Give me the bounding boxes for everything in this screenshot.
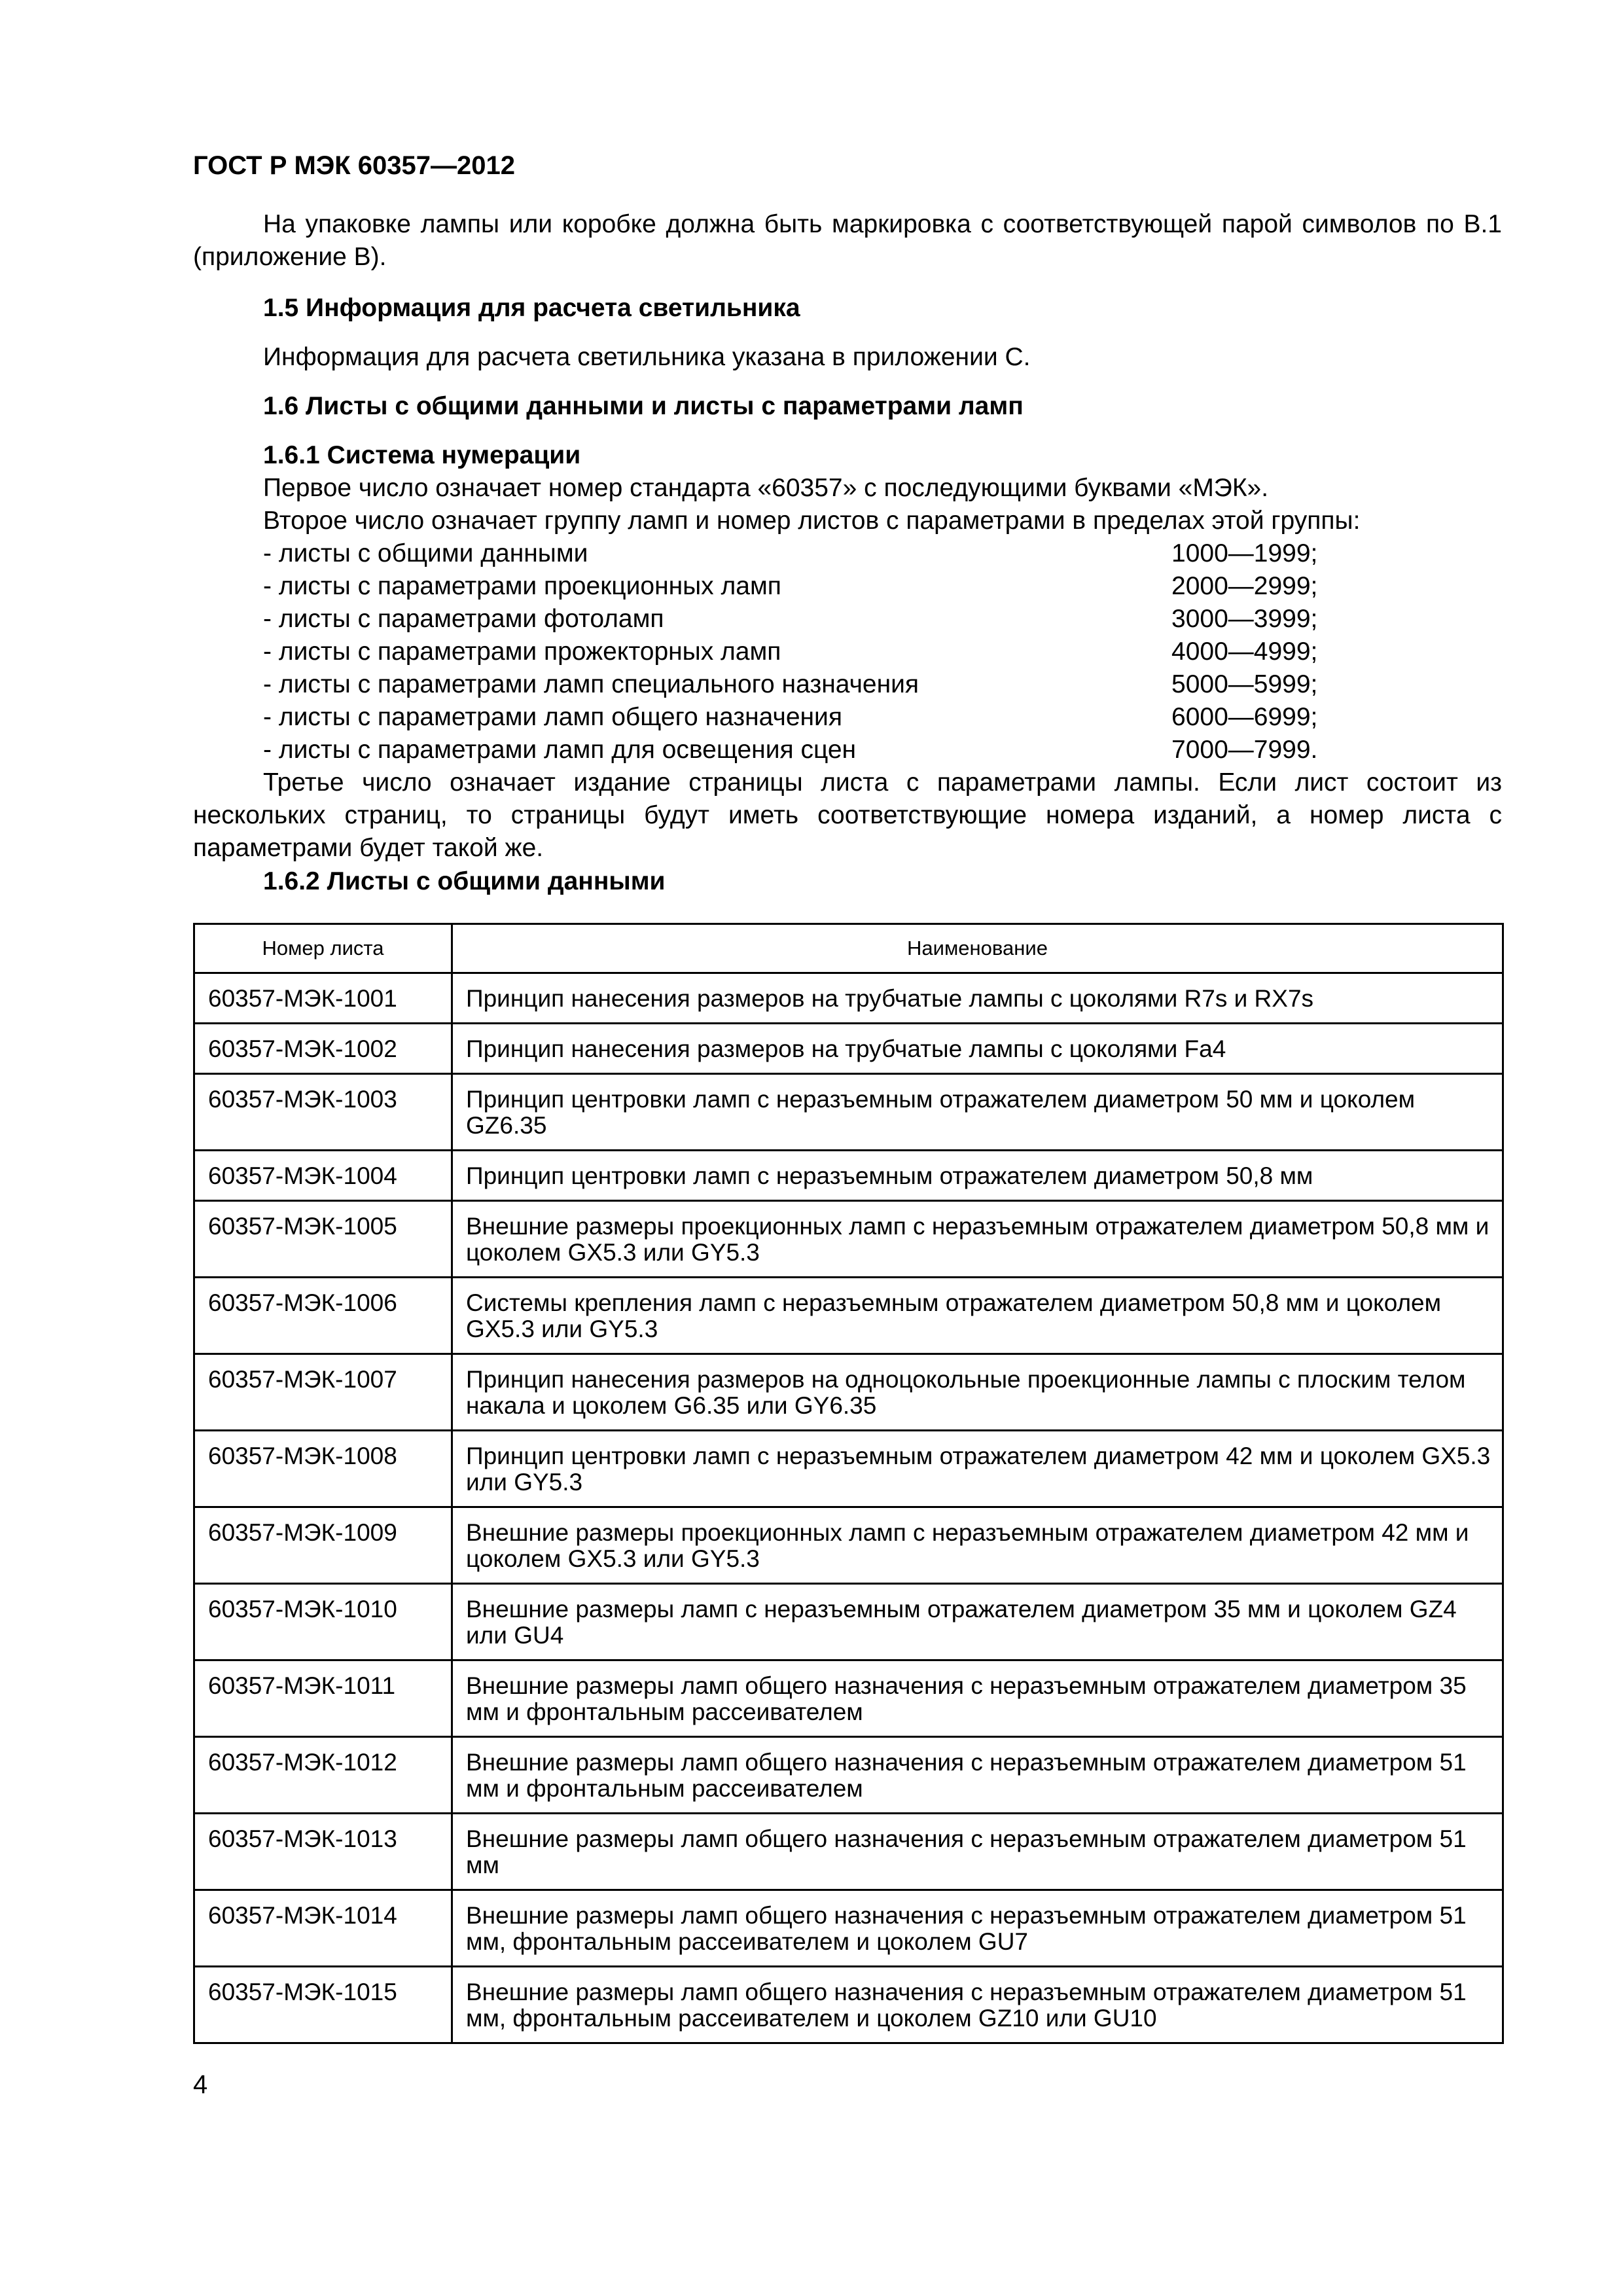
- table-row: [194, 1507, 1503, 1584]
- sheet-title-cell: Принцип нанесения размеров на трубчатые лампы с цоколями Fa4: [452, 1024, 1503, 1074]
- range-list-item: [263, 734, 1336, 766]
- table-row: [194, 1024, 1503, 1074]
- section-1-6-2-title: 1.6.2 Листы с общими данными: [263, 867, 666, 895]
- general-data-sheets-table: [193, 923, 1504, 2044]
- table-row: [194, 1201, 1503, 1278]
- sheet-title-cell: Внешние размеры ламп общего назначения с неразъемным отражателем диаметром 51 мм: [452, 1814, 1503, 1890]
- sheet-number-cell: 60357-МЭК-1006: [194, 1278, 452, 1354]
- range-label: - листы с параметрами ламп общего назначения: [263, 703, 842, 731]
- sheet-number-cell: 60357-МЭК-1007: [194, 1354, 452, 1431]
- range-value: 1000—1999;: [1171, 539, 1318, 567]
- sheet-title-cell: Внешние размеры проекционных ламп с неразъемным отражателем диаметром 42 мм и цоколем GX5.3 или GY5.3: [452, 1507, 1503, 1584]
- sheet-number-cell: 60357-МЭК-1013: [194, 1814, 452, 1890]
- sheet-title-cell: Принцип нанесения размеров на трубчатые лампы с цоколями R7s и RX7s: [452, 973, 1503, 1024]
- section-1-6-title: 1.6 Листы с общими данными и листы с параметрами ламп: [263, 392, 1024, 420]
- sheet-title-cell: Принцип нанесения размеров на одноцокольные проекционные лампы с плоским телом накала и цоколем G6.35 или GY6.35: [452, 1354, 1503, 1431]
- sheet-number-cell: 60357-МЭК-1002: [194, 1024, 452, 1074]
- sheet-title-cell: Внешние размеры ламп общего назначения с неразъемным отражателем диаметром 35 мм и фронтальным рассеивателем: [452, 1660, 1503, 1737]
- range-list-item: [263, 537, 1336, 570]
- sheet-title-cell: Принцип центровки ламп с неразъемным отражателем диаметром 50,8 мм: [452, 1151, 1503, 1201]
- column-header-title: Наименование: [452, 924, 1503, 973]
- table-row: [194, 1660, 1503, 1737]
- sheet-number-cell: 60357-МЭК-1008: [194, 1431, 452, 1507]
- sheet-number-cell: 60357-МЭК-1003: [194, 1074, 452, 1151]
- range-label: - листы с параметрами ламп специального назначения: [263, 670, 919, 698]
- table-row: [194, 1584, 1503, 1660]
- range-list-item: [263, 603, 1336, 636]
- sheet-number-cell: 60357-МЭК-1010: [194, 1584, 452, 1660]
- table-row: [194, 1278, 1503, 1354]
- section-1-5-text: Информация для расчета светильника указана в приложении C.: [263, 343, 1031, 371]
- range-list-item: [263, 668, 1336, 701]
- column-header-sheet-number: Номер листа: [194, 924, 452, 973]
- sheet-number-cell: 60357-МЭК-1015: [194, 1967, 452, 2043]
- sheet-title-cell: Внешние размеры ламп общего назначения с неразъемным отражателем диаметром 51 мм, фронтальным рассеивателем и цоколем GU7: [452, 1890, 1503, 1967]
- sheet-number-cell: 60357-МЭК-1005: [194, 1201, 452, 1278]
- range-value: 2000—2999;: [1171, 572, 1318, 600]
- table-row: [194, 1967, 1503, 2043]
- intro-paragraph: На упаковке лампы или коробке должна быть маркировка с соответствующей парой символов по B.1 (приложение B).: [193, 210, 1502, 271]
- range-value: 7000—7999.: [1171, 736, 1318, 764]
- table-row: [194, 1890, 1503, 1967]
- sheet-title-cell: Внешние размеры ламп общего назначения с неразъемным отражателем диаметром 51 мм, фронтальным рассеивателем и цоколем GZ10 или GU10: [452, 1967, 1503, 2043]
- section-1-6-1-title: 1.6.1 Система нумерации: [263, 441, 581, 469]
- table-row: [194, 1431, 1503, 1507]
- numbering-first-number: Первое число означает номер стандарта «60357» с последующими буквами «МЭК».: [263, 474, 1269, 502]
- table-header-row: [194, 924, 1503, 973]
- document-code: ГОСТ Р МЭК 60357—2012: [193, 151, 516, 180]
- sheet-title-cell: Принцип центровки ламп с неразъемным отражателем диаметром 42 мм и цоколем GX5.3 или GY5.3: [452, 1431, 1503, 1507]
- sheet-title-cell: Системы крепления ламп с неразъемным отражателем диаметром 50,8 мм и цоколем GX5.3 или GY5.3: [452, 1278, 1503, 1354]
- range-label: - листы с параметрами ламп для освещения сцен: [263, 736, 857, 764]
- table-row: [194, 1151, 1503, 1201]
- sheet-number-cell: 60357-МЭК-1011: [194, 1660, 452, 1737]
- range-label: - листы с общими данными: [263, 539, 588, 567]
- table-row: [194, 1737, 1503, 1814]
- section-1-5-title: 1.5 Информация для расчета светильника: [263, 294, 800, 322]
- table-row: [194, 973, 1503, 1024]
- sheet-title-cell: Внешние размеры ламп общего назначения с неразъемным отражателем диаметром 51 мм и фронтальным рассеивателем: [452, 1737, 1503, 1814]
- numbering-third-number: Третье число означает издание страницы листа с параметрами лампы. Если лист состоит из нескольких страниц, то страницы будут иметь соответствующие номера изданий, а номер листа с параметрами будет такой же.: [193, 768, 1502, 862]
- range-value: 6000—6999;: [1171, 703, 1318, 731]
- range-label: - листы с параметрами проекционных ламп: [263, 572, 781, 600]
- table-row: [194, 1354, 1503, 1431]
- sheet-number-cell: 60357-МЭК-1012: [194, 1737, 452, 1814]
- sheet-title-cell: Принцип центровки ламп с неразъемным отражателем диаметром 50 мм и цоколем GZ6.35: [452, 1074, 1503, 1151]
- table-row: [194, 1814, 1503, 1890]
- sheet-number-cell: 60357-МЭК-1014: [194, 1890, 452, 1967]
- page-number: 4: [193, 2070, 208, 2099]
- sheet-number-cell: 60357-МЭК-1009: [194, 1507, 452, 1584]
- range-value: 3000—3999;: [1171, 605, 1318, 633]
- numbering-second-number: Второе число означает группу ламп и номер листов с параметрами в пределах этой группы:: [263, 507, 1361, 535]
- range-list-item: [263, 701, 1336, 734]
- range-value: 4000—4999;: [1171, 637, 1318, 666]
- range-list-item: [263, 636, 1336, 668]
- table-row: [194, 1074, 1503, 1151]
- range-label: - листы с параметрами фотоламп: [263, 605, 664, 633]
- range-value: 5000—5999;: [1171, 670, 1318, 698]
- sheet-number-cell: 60357-МЭК-1001: [194, 973, 452, 1024]
- range-list-item: [263, 570, 1336, 603]
- sheet-number-cell: 60357-МЭК-1004: [194, 1151, 452, 1201]
- sheet-title-cell: Внешние размеры проекционных ламп с неразъемным отражателем диаметром 50,8 мм и цоколем GX5.3 или GY5.3: [452, 1201, 1503, 1278]
- sheet-title-cell: Внешние размеры ламп с неразъемным отражателем диаметром 35 мм и цоколем GZ4 или GU4: [452, 1584, 1503, 1660]
- range-label: - листы с параметрами прожекторных ламп: [263, 637, 781, 666]
